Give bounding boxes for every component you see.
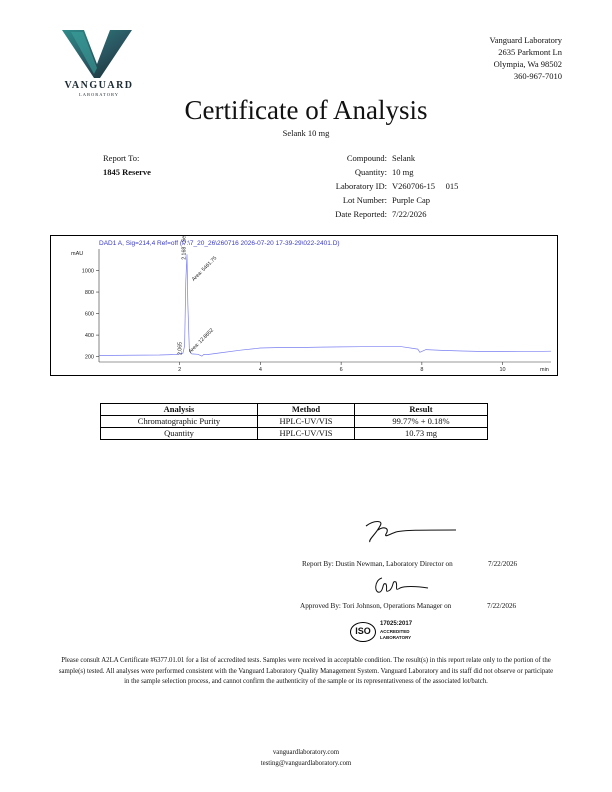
approved-by-date: 7/22/2026 [487, 602, 517, 610]
footer-email: testing@vanguardlaboratory.com [260, 760, 352, 767]
lab-city: Olympia, Wa 98502 [493, 59, 562, 69]
results-table [100, 403, 488, 440]
director-signature [360, 512, 460, 548]
y-tick-label: 1000 [81, 268, 94, 275]
quantity-value: 10 mg [392, 167, 414, 177]
date-reported-label: Date Reported: [335, 209, 387, 219]
report-by-date: 7/22/2026 [488, 560, 518, 568]
logo-wordmark: VANGUARD [64, 80, 134, 91]
lot-number-label: Lot Number: [342, 195, 387, 205]
footer-website: vanguardlaboratory.com [272, 749, 340, 756]
x-tick-label: 10 [499, 367, 506, 373]
manager-signature [370, 572, 430, 602]
method-cell: HPLC-UV/VIS [258, 416, 355, 428]
accredited-text: ACCREDITED [380, 629, 410, 634]
peak-annotation: 2.168 - Selank [181, 236, 188, 260]
chromatogram-chart [51, 236, 556, 374]
y-tick-label: 400 [84, 333, 94, 340]
y-tick-label: 600 [84, 311, 94, 318]
lab-name: Vanguard Laboratory [489, 35, 562, 45]
laboratory-text: LABORATORY [380, 635, 412, 640]
peak-annotation: 2.065 [177, 342, 184, 356]
x-tick-label: 6 [339, 367, 343, 373]
report-to-label: Report To: [103, 153, 140, 163]
peak-annotation: Area: 12.8652 [187, 327, 216, 355]
lab-id-label: Laboratory ID: [335, 181, 387, 191]
iso-text: ISO [355, 626, 371, 636]
header-analysis: Analysis [101, 404, 258, 416]
iso-accreditation-badge [350, 621, 430, 643]
date-reported-value: 7/22/2026 [392, 209, 427, 219]
analysis-cell: Chromatographic Purity [101, 416, 258, 428]
lab-phone: 360-967-7010 [513, 71, 562, 81]
report-by-text: Report By: Dustin Newman, Laboratory Director on [302, 560, 453, 568]
header-result: Result [355, 404, 488, 416]
chromatogram-trace [99, 254, 551, 356]
compound-value: Selank [392, 153, 416, 163]
lab-id-value: V260706-15 015 [392, 181, 459, 191]
x-axis-label: min [540, 367, 549, 373]
lab-street: 2635 Parkmont Ln [498, 47, 562, 57]
x-tick-label: 4 [258, 367, 262, 373]
peak-annotation: Area: 5461.75 [190, 255, 219, 283]
iso-standard: 17025:2017 [380, 621, 413, 627]
quantity-label: Quantity: [354, 167, 387, 177]
table-header-row [101, 404, 488, 416]
x-tick-label: 8 [420, 367, 424, 373]
result-cell: 10.73 mg [355, 428, 488, 440]
approved-by-text: Approved By: Tori Johnson, Operations Manager on [300, 602, 452, 610]
x-tick-label: 2 [178, 367, 182, 373]
chart-title: DAD1 A, Sig=214,4 Ref=off (P:\7_20_26\260716 2026-07-20 17-39-29\022-2401.D) [99, 240, 340, 247]
logo-subtext: LABORATORY [79, 92, 119, 97]
y-tick-label: 800 [84, 290, 94, 297]
method-cell: HPLC-UV/VIS [258, 428, 355, 440]
analysis-cell: Quantity [101, 428, 258, 440]
lot-number-value: Purple Cap [392, 195, 431, 205]
report-to-client: 1845 Reserve [103, 167, 151, 177]
table-row [101, 416, 488, 428]
result-cell: 99.77% + 0.18% [355, 416, 488, 428]
compound-label: Compound: [346, 153, 387, 163]
header-method: Method [258, 404, 355, 416]
page-subtitle: Selank 10 mg [282, 128, 330, 138]
y-tick-label: 200 [84, 354, 94, 361]
disclaimer-text: Please consult A2LA Certificate #6377.01.01 for a list of accredited tests. Samples were received in acceptable condition. The result(s) in this report relate only to the portion of the sample(s) tested. All analyses were performed consistent with the Vanguard Laboratory Quality Management System. Vanguard Laboratory and its staff did not observe or participate in the sample selection process, and cannot confirm the authenticity of the sample or its representativeness of the associated lot/batch. [58, 657, 554, 686]
y-axis-label: mAU [71, 251, 84, 257]
page-title: Certificate of Analysis [184, 95, 428, 125]
chromatogram-frame [50, 235, 558, 376]
table-row [101, 428, 488, 440]
